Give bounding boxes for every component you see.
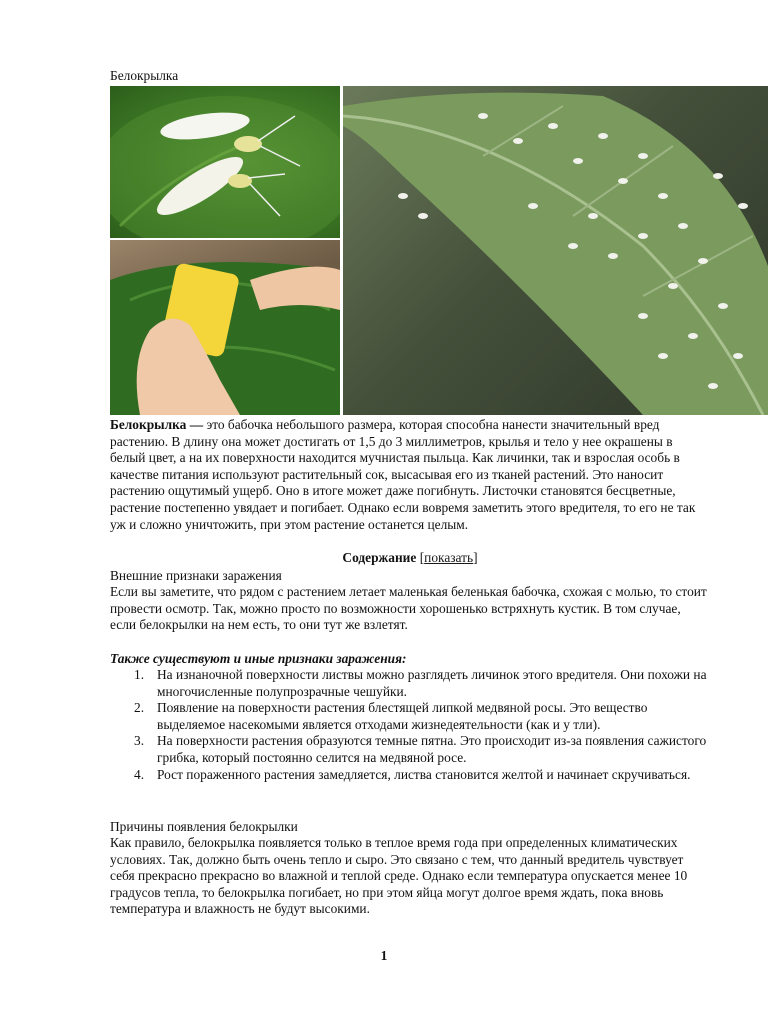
- section-heading-signs: Внешние признаки заражения: [110, 568, 282, 583]
- whitefly-photo: [110, 86, 340, 238]
- intro-text: это бабочка небольшого размера, которая способна нанести значительный вред растению. В длину она может достигать от 1,5 до 3 миллиметров, крылья и тело у нее окрашены в белый цвет, а на их поверхности находится мучнистая пыльца. Как личинки, так и взрослая особь в качестве питания используют растительный сок, высасывая его из тканей растений. Это наносит растению ощутимый ущерб. Оно в итоге может даже погибнуть. Листочки становятся бесцветные, растение постепенно увядает и погибает. Однако если вовремя заметить этого вредителя, то его не так уж и сложно уничтожить, при этом растение останется целым.: [110, 417, 696, 532]
- list-item: 2. Появление на поверхности растения блестящей липкой медвяной росы. Это вещество выделяемое насекомыми является отходами жизнедеятельности (как и у тли).: [134, 700, 648, 732]
- toc-show-link[interactable]: показать: [424, 550, 474, 565]
- page-title: Белокрылка: [110, 68, 179, 83]
- list-item: 1. На изнаночной поверхности листвы можно разглядеть личинок этого вредителя. Они похожи на многочисленные полупрозрачные чешуйки.: [134, 667, 707, 699]
- list-item: 3. На поверхности растения образуются темные пятна. Это происходит из-за появления сажистого грибка, который постоянно селится на медвяной росе.: [134, 733, 707, 765]
- page-number: 1: [380, 948, 388, 963]
- list-item: 4. Рост пораженного растения замедляется, листва становится желтой и начинает скручиваться.: [134, 766, 691, 782]
- cleaning-photo: [110, 240, 340, 415]
- intro-paragraph: [110, 417, 710, 533]
- toc-bracket-open: [: [416, 550, 425, 565]
- whitefly-illustration: [110, 86, 340, 238]
- leaf-illustration: [343, 86, 768, 415]
- section-signs-paragraph: Если вы заметите, что рядом с растением летает маленькая беленькая бабочка, схожая с молью, то стоит провести осмотр. Так, можно просто по возможности хорошенько встряхнуть кустик. В том случае, если белокрылки на нем есть, то они тут же взлетят.: [110, 584, 707, 633]
- cleaning-illustration: [110, 240, 340, 415]
- table-of-contents: [110, 550, 710, 567]
- section-heading-causes: Причины появления белокрылки: [110, 819, 298, 834]
- toc-bracket-close: ]: [473, 550, 478, 565]
- toc-label: Содержание: [342, 550, 417, 565]
- section-causes-paragraph: Как правило, белокрылка появляется только в теплое время года при определенных климатических условиях. Так, должно быть очень тепло и сыро. Это связано с тем, что данный вредитель чувствует себя прекрасно прекрасно во влажной и теплой среде. Однако если температура опускается менее 10 градусов тепла, то белокрылка погибает, но при этом яйца могут долгое время ждать, пока вновь температура и влажность не будут высокими.: [110, 835, 688, 917]
- intro-term: Белокрылка —: [110, 417, 204, 432]
- signs-list: [110, 667, 710, 783]
- other-signs-heading: Также существуют и иные признаки заражения:: [110, 651, 407, 666]
- infested-leaf-photo: [343, 86, 768, 415]
